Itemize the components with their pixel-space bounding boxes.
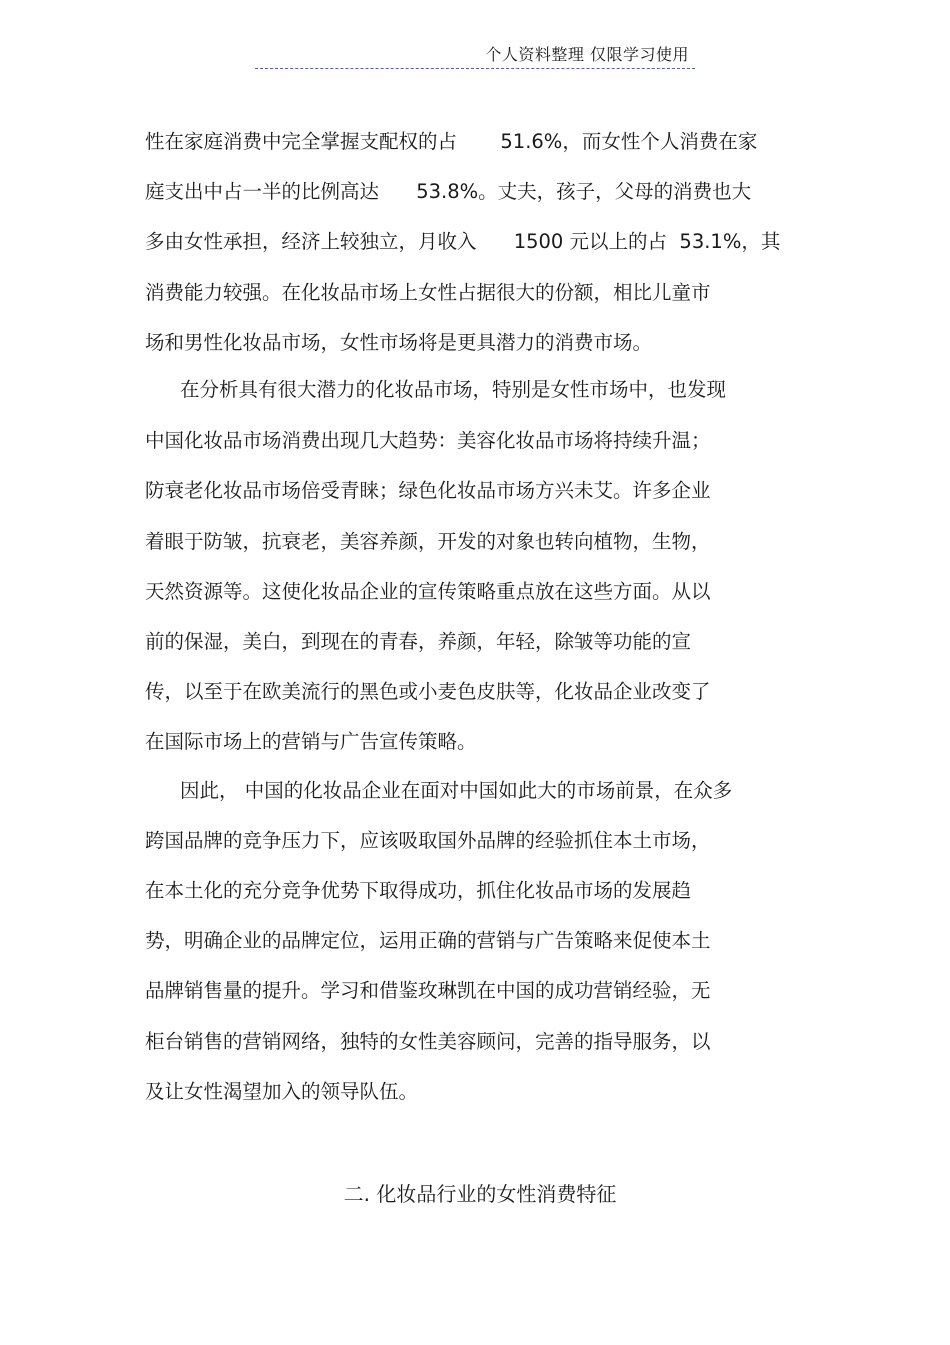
paragraph-line: 性在家庭消费中完全掌握支配权的占 51.6%，而女性个人消费在家: [145, 130, 758, 153]
paragraph-line: 因此， 中国的化妆品企业在面对中国如此大的市场前景，在众多: [180, 779, 733, 802]
paragraph-line: 柜台销售的营销网络，独特的女性美容顾问，完善的指导服务，以: [145, 1030, 711, 1053]
paragraph-line: 庭支出中占一半的比例高达 53.8%。丈夫，孩子，父母的消费也大: [145, 180, 752, 203]
paragraph-line: 及让女性渴望加入的领导队伍。: [145, 1080, 419, 1103]
header-text: 个人资料整理 仅限学习使用: [485, 45, 689, 64]
paragraph-line: 品牌销售量的提升。学习和借鉴玫琳凯在中国的成功营销经验，无: [145, 979, 711, 1002]
section-heading: 二. 化妆品行业的女性消费特征: [343, 1182, 617, 1206]
paragraph-line: 场和男性化妆品市场，女性市场将是更具潜力的消费市场。: [145, 331, 653, 354]
paragraph-line: 消费能力较强。在化妆品市场上女性占据很大的份额，相比儿童市: [145, 281, 711, 304]
page-header: [255, 42, 695, 69]
paragraph-line: 天然资源等。这使化妆品企业的宣传策略重点放在这些方面。从以: [145, 580, 711, 603]
paragraph-line: 跨国品牌的竞争压力下，应该吸取国外品牌的经验抓住本土市场，: [145, 829, 711, 852]
paragraph-line: 势，明确企业的品牌定位，运用正确的营销与广告策略来促使本土: [145, 929, 711, 952]
paragraph-line: 在国际市场上的营销与广告宣传策略。: [145, 730, 477, 753]
paragraph-line: 多由女性承担，经济上较独立，月收入 1500 元以上的占 53.1%，其: [145, 230, 781, 253]
paragraph-line: 前的保湿，美白，到现在的青春，养颜，年轻，除皱等功能的宣: [145, 630, 692, 653]
paragraph-line: 着眼于防皱，抗衰老，美容养颜，开发的对象也转向植物，生物，: [145, 530, 711, 553]
paragraph-line: 在分析具有很大潜力的化妆品市场，特别是女性市场中，也发现: [180, 378, 727, 401]
paragraph-line: 传，以至于在欧美流行的黑色或小麦色皮肤等，化妆品企业改变了: [145, 680, 711, 703]
paragraph-line: 中国化妆品市场消费出现几大趋势：美容化妆品市场将持续升温；: [145, 429, 711, 452]
paragraph-line: 在本土化的充分竞争优势下取得成功，抓住化妆品市场的发展趋: [145, 879, 692, 902]
paragraph-line: 防衰老化妆品市场倍受青睐；绿色化妆品市场方兴未艾。许多企业: [145, 479, 711, 502]
